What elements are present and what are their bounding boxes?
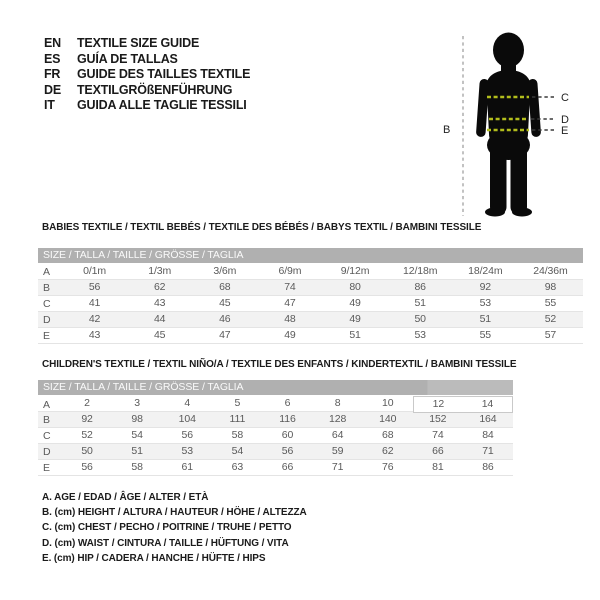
table-cell: 14 bbox=[463, 396, 513, 413]
row-label: D bbox=[43, 313, 51, 326]
guide-title-it: GUIDA ALLE TAGLIE TESSILI bbox=[77, 98, 247, 113]
children-table-title: CHILDREN'S TEXTILE / TEXTIL NIÑO/A / TEXTILE DES ENFANTS / KINDERTEXTIL / BAMBINI TESSILE bbox=[42, 359, 517, 370]
table-cell: 3 bbox=[134, 397, 141, 409]
table-cell: 71 bbox=[482, 445, 494, 457]
table-cell: 86 bbox=[414, 281, 426, 293]
table-cell: 53 bbox=[414, 329, 426, 341]
language-code: DE bbox=[44, 82, 61, 97]
measurement-legend bbox=[42, 490, 307, 566]
table-row bbox=[38, 280, 583, 296]
chest-label: C bbox=[561, 92, 569, 104]
table-cell: 24/36m bbox=[533, 265, 568, 277]
table-cell: 12 bbox=[413, 396, 463, 413]
language-row-fr bbox=[44, 67, 250, 83]
table-row bbox=[38, 312, 583, 328]
table-cell: 41 bbox=[88, 297, 101, 309]
legend-height: B. (cm) HEIGHT / ALTURA / HAUTEUR / HÖHE / ALTEZZA bbox=[42, 507, 307, 519]
table-cell: 76 bbox=[381, 461, 394, 473]
table-cell: 10 bbox=[381, 397, 394, 409]
babies-table-title: BABIES TEXTILE / TEXTIL BEBÉS / TEXTILE DES BÉBÉS / BABYS TEXTIL / BAMBINI TESSILE bbox=[42, 222, 482, 233]
table-cell: 2 bbox=[84, 397, 90, 409]
table-cell: 54 bbox=[231, 445, 244, 457]
table-cell: 56 bbox=[81, 461, 93, 473]
row-label: E bbox=[43, 461, 50, 474]
table-cell: 59 bbox=[331, 445, 344, 457]
table-cell: 49 bbox=[349, 313, 361, 325]
table-cell: 62 bbox=[153, 281, 166, 293]
row-label: B bbox=[43, 413, 50, 426]
row-label: E bbox=[43, 329, 50, 342]
language-row-it bbox=[44, 98, 250, 114]
table-cell: 55 bbox=[479, 329, 492, 341]
table-cell: 84 bbox=[482, 429, 494, 441]
table-cell: 0/1m bbox=[83, 265, 107, 277]
table-cell: 4 bbox=[184, 397, 191, 409]
table-cell: 52 bbox=[81, 429, 93, 441]
table-cell: 80 bbox=[349, 281, 361, 293]
table-cell: 52 bbox=[544, 313, 557, 325]
table-row bbox=[38, 412, 513, 428]
table-cell: 51 bbox=[479, 313, 492, 325]
table-cell: 45 bbox=[219, 297, 231, 309]
legend-chest: C. (cm) CHEST / PECHO / POITRINE / TRUHE / PETTO bbox=[42, 522, 292, 534]
table-cell: 68 bbox=[219, 281, 231, 293]
language-row-de bbox=[44, 83, 250, 99]
table-cell: 60 bbox=[281, 429, 294, 441]
table-cell: 58 bbox=[231, 429, 244, 441]
legend-age: A. AGE / EDAD / ÂGE / ALTER / ETÀ bbox=[42, 492, 209, 503]
table-cell: 53 bbox=[181, 445, 194, 457]
table-cell: 49 bbox=[284, 329, 296, 341]
table-cell: 44 bbox=[153, 313, 166, 325]
table-cell: 43 bbox=[153, 297, 166, 309]
table-cell: 63 bbox=[231, 461, 244, 473]
table-cell: 57 bbox=[544, 329, 557, 341]
babies-table-body bbox=[38, 264, 583, 344]
legend-hip: E. (cm) HIP / CADERA / HANCHE / HÜFTE / HIPS bbox=[42, 552, 266, 564]
table-row bbox=[38, 264, 583, 280]
language-code: FR bbox=[44, 67, 61, 82]
table-cell: 140 bbox=[379, 413, 397, 425]
table-cell: 98 bbox=[131, 413, 143, 425]
babies-table-header: SIZE / TALLA / TAILLE / GRÖSSE / TAGLIA bbox=[38, 248, 583, 263]
table-cell: 51 bbox=[349, 329, 361, 341]
table-cell: 51 bbox=[414, 297, 426, 309]
table-cell: 86 bbox=[482, 461, 494, 473]
table-cell: 54 bbox=[131, 429, 143, 441]
table-cell: 128 bbox=[328, 413, 347, 425]
table-cell: 81 bbox=[432, 461, 444, 473]
child-figure-svg bbox=[435, 18, 600, 230]
table-cell: 111 bbox=[229, 413, 246, 425]
table-cell: 6 bbox=[284, 397, 291, 409]
child-silhouette bbox=[476, 33, 541, 217]
row-label: B bbox=[43, 281, 50, 294]
table-cell: 9/12m bbox=[340, 265, 370, 277]
guide-title-es: GUÍA DE TALLAS bbox=[77, 51, 178, 66]
table-cell: 8 bbox=[334, 397, 341, 409]
children-table bbox=[38, 380, 513, 476]
table-cell: 68 bbox=[381, 429, 394, 441]
row-label: C bbox=[43, 429, 51, 442]
table-cell: 6/9m bbox=[278, 265, 302, 277]
table-cell: 49 bbox=[349, 297, 361, 309]
table-row bbox=[38, 460, 513, 476]
table-cell: 56 bbox=[88, 281, 101, 293]
table-cell: 53 bbox=[479, 297, 492, 309]
table-cell: 55 bbox=[544, 297, 557, 309]
table-cell: 61 bbox=[181, 461, 194, 473]
table-cell: 5 bbox=[234, 397, 241, 409]
children-table-header: SIZE / TALLA / TAILLE / GRÖSSE / TAGLIA bbox=[38, 380, 513, 395]
table-cell: 12/18m bbox=[402, 265, 438, 277]
table-row bbox=[38, 428, 513, 444]
table-cell: 18/24m bbox=[468, 265, 503, 277]
table-cell: 50 bbox=[414, 313, 426, 325]
table-cell: 47 bbox=[219, 329, 231, 341]
table-row bbox=[38, 396, 513, 412]
language-code: IT bbox=[44, 98, 55, 113]
table-cell: 66 bbox=[281, 461, 294, 473]
table-cell: 3/6m bbox=[213, 265, 237, 277]
table-cell: 51 bbox=[131, 445, 143, 457]
table-cell: 74 bbox=[432, 429, 444, 441]
row-label: D bbox=[43, 445, 51, 458]
table-row bbox=[38, 296, 583, 312]
table-cell: 116 bbox=[279, 413, 296, 425]
row-label: A bbox=[43, 398, 50, 411]
guide-title-fr: GUIDE DES TAILLES TEXTILE bbox=[77, 67, 251, 82]
table-cell: 1/3m bbox=[148, 265, 172, 277]
height-label: B bbox=[443, 124, 451, 136]
table-cell: 164 bbox=[479, 413, 497, 425]
babies-table bbox=[38, 248, 583, 344]
table-cell: 46 bbox=[219, 313, 231, 325]
table-cell: 92 bbox=[479, 281, 492, 293]
table-cell: 58 bbox=[131, 461, 143, 473]
table-cell: 47 bbox=[284, 297, 296, 309]
measurement-figure bbox=[435, 18, 600, 230]
table-cell: 45 bbox=[153, 329, 166, 341]
table-cell: 98 bbox=[544, 281, 557, 293]
table-cell: 50 bbox=[81, 445, 93, 457]
table-cell: 66 bbox=[432, 445, 444, 457]
children-table-body bbox=[38, 396, 513, 476]
table-cell: 152 bbox=[429, 413, 447, 425]
guide-title-de: TEXTILGRÖßENFÜHRUNG bbox=[77, 82, 233, 97]
language-row-en bbox=[44, 36, 250, 52]
table-cell: 48 bbox=[284, 313, 296, 325]
table-cell: 56 bbox=[181, 429, 194, 441]
language-code: ES bbox=[44, 51, 61, 66]
table-cell: 104 bbox=[178, 413, 196, 425]
table-cell: 62 bbox=[381, 445, 394, 457]
table-row bbox=[38, 328, 583, 344]
table-cell: 74 bbox=[284, 281, 296, 293]
language-row-es bbox=[44, 52, 250, 68]
waist-label: D bbox=[561, 114, 569, 126]
language-code: EN bbox=[44, 36, 61, 50]
table-cell: 64 bbox=[331, 429, 344, 441]
table-cell: 56 bbox=[281, 445, 294, 457]
table-row bbox=[38, 444, 513, 460]
guide-title-en: TEXTILE SIZE GUIDE bbox=[77, 36, 200, 50]
hip-label: E bbox=[561, 125, 569, 137]
language-title-list bbox=[44, 36, 250, 114]
row-label: A bbox=[43, 265, 50, 278]
table-cell: 92 bbox=[81, 413, 93, 425]
table-cell: 43 bbox=[88, 329, 101, 341]
legend-waist: D. (cm) WAIST / CINTURA / TAILLE / HÜFTUNG / VITA bbox=[42, 537, 289, 549]
table-cell: 42 bbox=[88, 313, 101, 325]
row-label: C bbox=[43, 297, 51, 310]
table-cell: 71 bbox=[331, 461, 344, 473]
